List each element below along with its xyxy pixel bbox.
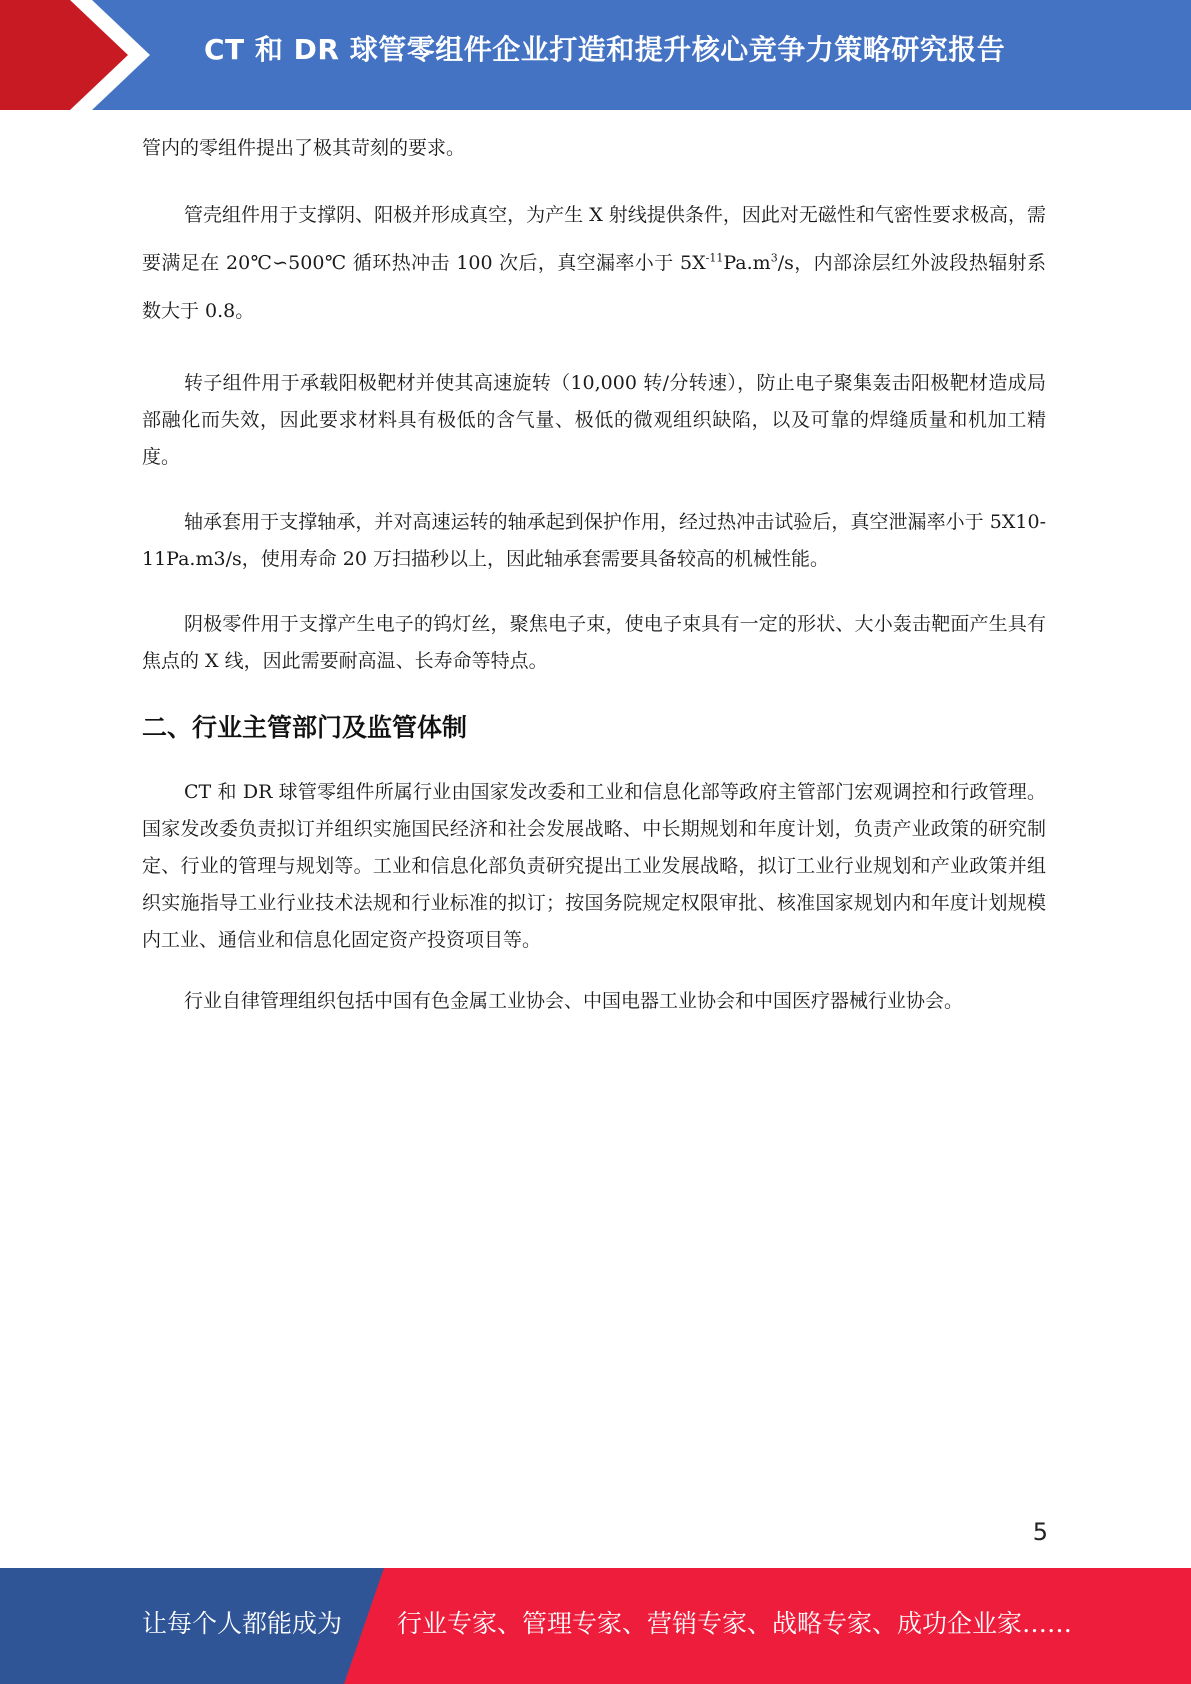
footer-slogan-right: 行业专家、管理专家、营销专家、战略专家、成功企业家…… [397, 1609, 1073, 1638]
paragraph-self-regulation: 行业自律管理组织包括中国有色金属工业协会、中国电器工业协会和中国医疗器械行业协会。 [184, 990, 964, 1012]
superscript-cubic: 3 [770, 251, 778, 265]
document-title: CT 和 DR 球管零组件企业打造和提升核心竞争力策略研究报告 [204, 33, 1006, 66]
paragraph-continuation: 管内的零组件提出了极其苛刻的要求。 [142, 137, 466, 159]
header-banner [0, 0, 1191, 110]
paragraph-cathode: 阴极零件用于支撑产生电子的钨灯丝，聚焦电子束，使电子束具有一定的形状、大小轰击靶面产生具有焦点的 X 线，因此需要耐高温、长寿命等特点。 [142, 613, 1046, 672]
document-body [142, 130, 1046, 1020]
paragraph-tube-shell-text-b: Pa.m [723, 252, 771, 274]
footer-slogan-left: 让每个人都能成为 [142, 1609, 343, 1638]
section-heading: 二、行业主管部门及监管体制 [142, 713, 468, 742]
paragraph-tube-shell-text-c: /s，内部涂层红外波段热辐射系数大于 0.8。 [142, 252, 1047, 322]
paragraph-bearing-sleeve: 轴承套用于支撑轴承，并对高速运转的轴承起到保护作用，经过热冲击试验后，真空泄漏率小于 5X10-11Pa.m3/s，使用寿命 20 万扫描秒以上，因此轴承套需要具备较高的机械性能。 [142, 511, 1046, 570]
superscript-exponent: -11 [705, 251, 724, 265]
footer-banner [0, 1568, 1191, 1684]
paragraph-regulators: CT 和 DR 球管零组件所属行业由国家发改委和工业和信息化部等政府主管部门宏观调控和行政管理。国家发改委负责拟订并组织实施国民经济和社会发展战略、中长期规划和年度计划，负责产业政策的研究制定、行业的管理与规划等。工业和信息化部负责研究提出工业发展战略，拟订工业行业规划和产业政策并组织实施指导工业行业技术法规和行业标准的拟订；按国务院规定权限审批、核准国家规划内和年度计划规模内工业、通信业和信息化固定资产投资项目等。 [142, 781, 1046, 951]
paragraph-rotor: 转子组件用于承载阳极靶材并使其高速旋转（10,000 转/分转速），防止电子聚集轰击阳极靶材造成局部融化而失效，因此要求材料具有极低的含气量、极低的微观组织缺陷，以及可靠的焊缝质量和机加工精度。 [142, 372, 1046, 468]
paragraph-tube-shell-text-a: 管壳组件用于支撑阴、阳极并形成真空，为产生 X 射线提供条件，因此对无磁性和气密性要求极高，需要满足在 20℃∽500℃ 循环热冲击 100 次后，真空漏率小于 5X [142, 204, 1046, 274]
paragraph-tube-shell [142, 191, 1046, 335]
page-number: 5 [1032, 1518, 1048, 1546]
